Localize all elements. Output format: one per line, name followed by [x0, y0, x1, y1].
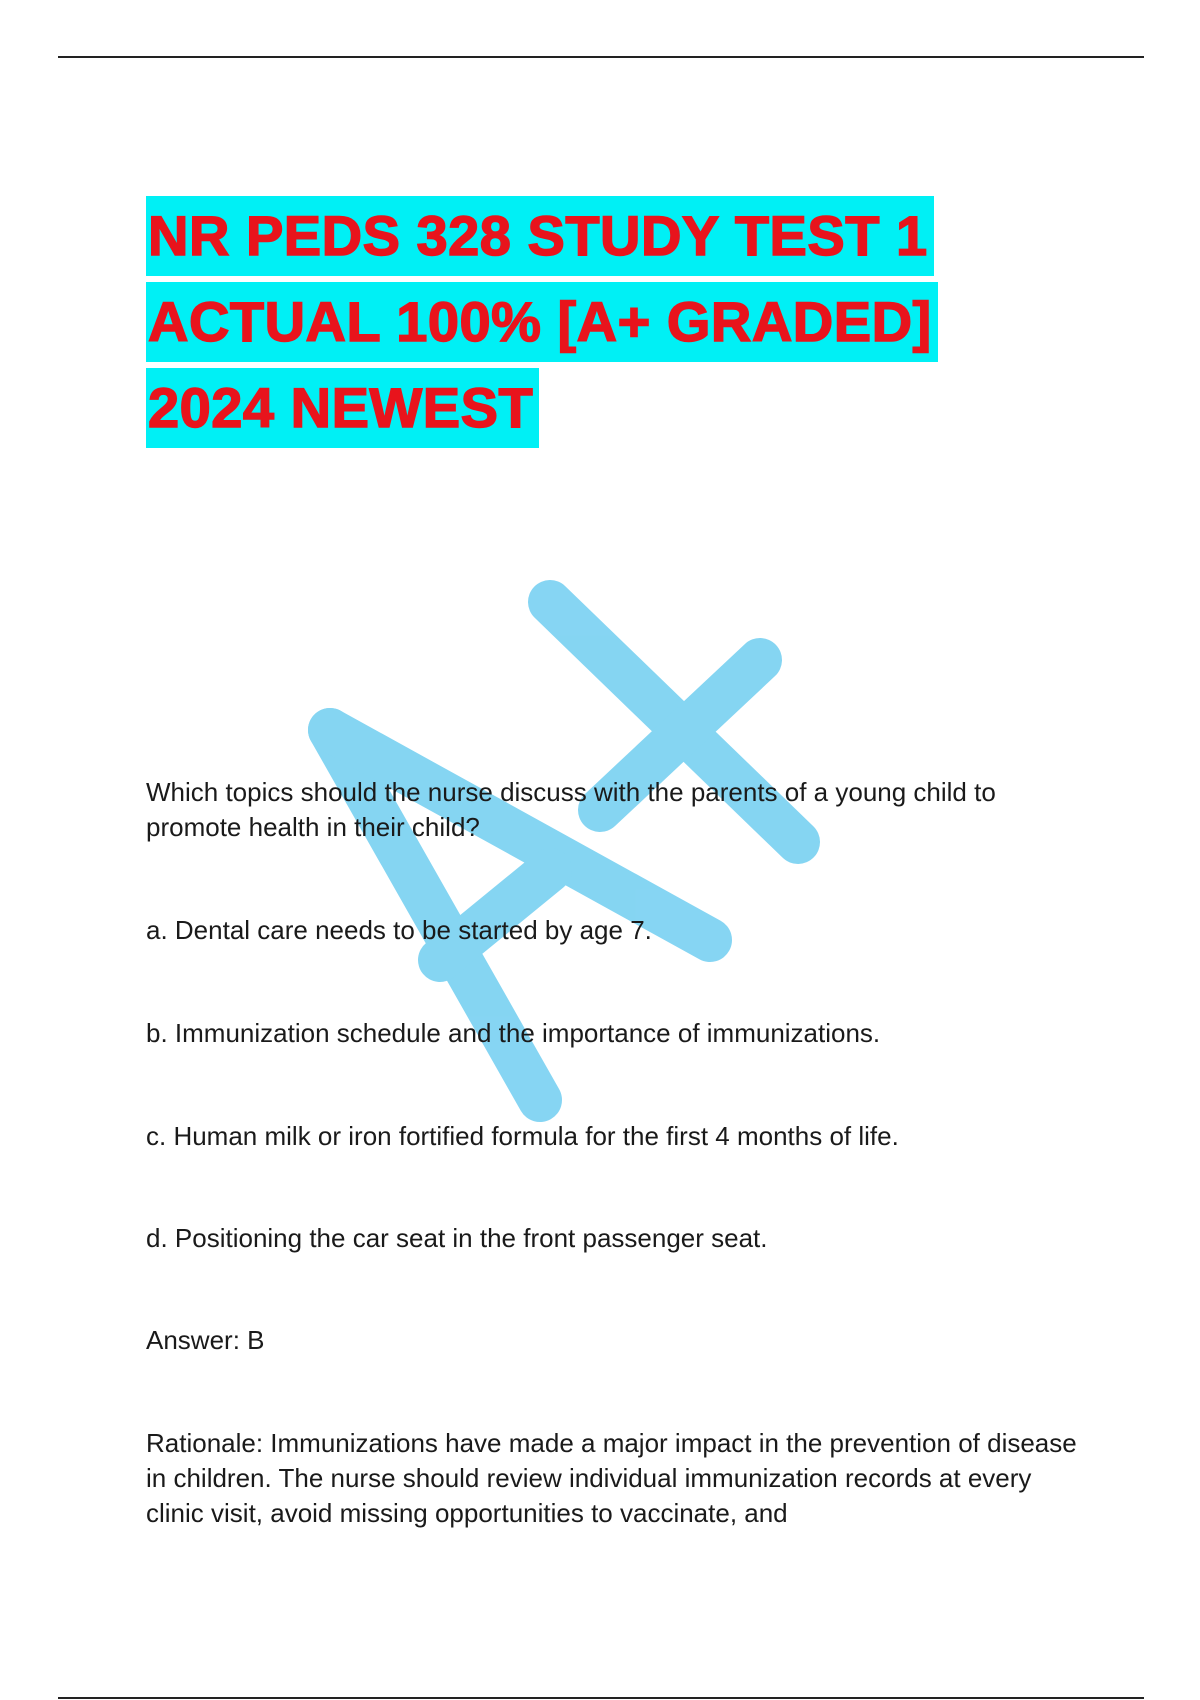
bottom-rule	[58, 1697, 1144, 1699]
title-line-1: NR PEDS 328 STUDY TEST 1	[146, 196, 934, 276]
top-rule	[58, 56, 1144, 58]
title-line-3: 2024 NEWEST	[146, 368, 539, 448]
question-text: Which topics should the nurse discuss with the parents of a young child to promote health in their child?	[146, 777, 996, 842]
question-block	[146, 775, 1086, 1531]
option-a: a. Dental care needs to be started by age 7.	[146, 915, 652, 945]
option-c: c. Human milk or iron fortified formula for the first 4 months of life.	[146, 1121, 899, 1151]
option-b: b. Immunization schedule and the importance of immunizations.	[146, 1018, 881, 1048]
document-title	[146, 196, 1046, 454]
answer-text: Answer: B	[146, 1325, 265, 1355]
title-line-2: ACTUAL 100% [A+ GRADED]	[146, 282, 938, 362]
option-d: d. Positioning the car seat in the front passenger seat.	[146, 1223, 768, 1253]
rationale-text: Rationale: Immunizations have made a major impact in the prevention of disease in children. The nurse should review individual immunization records at every clinic visit, avoid missing opportunities to vaccinate, and	[146, 1428, 1077, 1528]
